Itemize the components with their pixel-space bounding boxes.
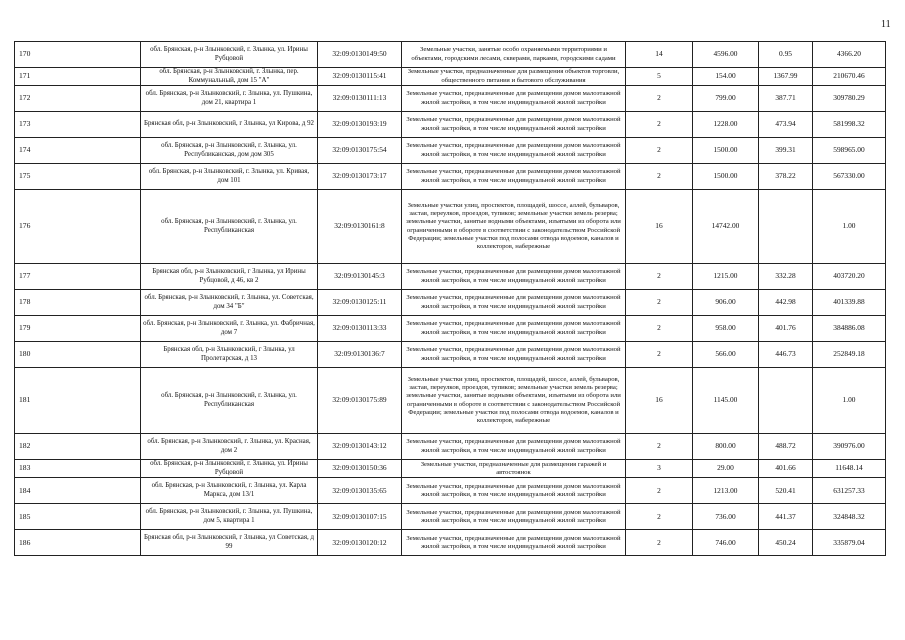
use-code-cell: 16 xyxy=(626,368,693,434)
specific-value-cell: 0.95 xyxy=(759,42,813,68)
cadastral-value-cell: 631257.33 xyxy=(813,478,886,504)
use-code-cell: 5 xyxy=(626,68,693,86)
specific-value-cell xyxy=(759,368,813,434)
cadastral-number-cell: 32:09:0130161:8 xyxy=(318,190,402,264)
specific-value-cell: 1367.99 xyxy=(759,68,813,86)
land-use-cell: Земельные участки, занятые особо охраняемыми территориями и объектами, городскими лесами, скверами, парками, городскими садами xyxy=(402,42,626,68)
address-cell: обл. Брянская, р-н Злынковский, г. Злынка, ул. Республиканская xyxy=(141,190,318,264)
row-number: 182 xyxy=(15,434,141,460)
use-code-cell: 2 xyxy=(626,530,693,556)
area-cell: 746.00 xyxy=(693,530,759,556)
table-row xyxy=(15,164,886,190)
land-use-cell: Земельные участки, предназначенные для размещения домов малоэтажной жилой застройки, в том числе индивидуальной жилой застройки xyxy=(402,164,626,190)
row-number: 179 xyxy=(15,316,141,342)
specific-value-cell: 488.72 xyxy=(759,434,813,460)
cadastral-value-cell: 4366.20 xyxy=(813,42,886,68)
use-code-cell: 2 xyxy=(626,138,693,164)
area-cell: 906.00 xyxy=(693,290,759,316)
area-cell: 1500.00 xyxy=(693,138,759,164)
area-cell: 736.00 xyxy=(693,504,759,530)
specific-value-cell: 446.73 xyxy=(759,342,813,368)
land-use-cell: Земельные участки, предназначенные для размещения домов малоэтажной жилой застройки, в том числе индивидуальной жилой застройки xyxy=(402,86,626,112)
table-row xyxy=(15,368,886,434)
land-use-cell: Земельные участки, предназначенные для размещения гаражей и автостоянок xyxy=(402,460,626,478)
use-code-cell: 2 xyxy=(626,290,693,316)
area-cell: 1213.00 xyxy=(693,478,759,504)
cadastral-number-cell: 32:09:0130107:15 xyxy=(318,504,402,530)
table-row xyxy=(15,342,886,368)
land-use-cell: Земельные участки, предназначенные для размещения домов малоэтажной жилой застройки, в том числе индивидуальной жилой застройки xyxy=(402,530,626,556)
cadastral-number-cell: 32:09:0130125:11 xyxy=(318,290,402,316)
land-use-cell: Земельные участки, предназначенные для размещения домов малоэтажной жилой застройки, в том числе индивидуальной жилой застройки xyxy=(402,290,626,316)
cadastral-number-cell: 32:09:0130120:12 xyxy=(318,530,402,556)
address-cell: обл. Брянская, р-н Злынковский, г. Злынка, ул. Советская, дом 34 "Б" xyxy=(141,290,318,316)
land-use-cell: Земельные участки, предназначенные для размещения домов малоэтажной жилой застройки, в том числе индивидуальной жилой застройки xyxy=(402,112,626,138)
use-code-cell: 2 xyxy=(626,342,693,368)
use-code-cell: 2 xyxy=(626,504,693,530)
specific-value-cell: 332.28 xyxy=(759,264,813,290)
specific-value-cell: 441.37 xyxy=(759,504,813,530)
use-code-cell: 2 xyxy=(626,112,693,138)
cadastral-number-cell: 32:09:0130150:36 xyxy=(318,460,402,478)
specific-value-cell: 450.24 xyxy=(759,530,813,556)
land-use-cell: Земельные участки, предназначенные для размещения домов малоэтажной жилой застройки, в том числе индивидуальной жилой застройки xyxy=(402,264,626,290)
specific-value-cell: 442.98 xyxy=(759,290,813,316)
address-cell: обл. Брянская, р-н Злынковский, г. Злынка, ул. Ирины Рубцовой xyxy=(141,42,318,68)
address-cell: обл. Брянская, р-н Злынковский, г. Злынка, ул. Красная, дом 2 xyxy=(141,434,318,460)
area-cell: 958.00 xyxy=(693,316,759,342)
use-code-cell: 16 xyxy=(626,190,693,264)
address-cell: Брянская обл, р-н Злынковский, г Злынка, ул Пролетарская, д 13 xyxy=(141,342,318,368)
area-cell: 1145.00 xyxy=(693,368,759,434)
use-code-cell: 2 xyxy=(626,164,693,190)
address-cell: обл. Брянская, р-н Злынковский, г. Злынка, пер. Коммунальный, дом 15 "А" xyxy=(141,68,318,86)
specific-value-cell xyxy=(759,190,813,264)
address-cell: обл. Брянская, р-н Злынковский, г. Злынка, ул. Фабричная, дом 7 xyxy=(141,316,318,342)
specific-value-cell: 378.22 xyxy=(759,164,813,190)
cadastral-value-cell: 598965.00 xyxy=(813,138,886,164)
row-number: 183 xyxy=(15,460,141,478)
cadastral-number-cell: 32:09:0130135:65 xyxy=(318,478,402,504)
address-cell: обл. Брянская, р-н Злынковский, г. Злынка, ул. Кривая, дом 101 xyxy=(141,164,318,190)
table-row xyxy=(15,504,886,530)
table-row xyxy=(15,68,886,86)
specific-value-cell: 401.66 xyxy=(759,460,813,478)
table-row xyxy=(15,316,886,342)
cadastral-value-cell: 1.00 xyxy=(813,190,886,264)
row-number: 186 xyxy=(15,530,141,556)
table-row xyxy=(15,434,886,460)
land-use-cell: Земельные участки, предназначенные для размещения домов малоэтажной жилой застройки, в том числе индивидуальной жилой застройки xyxy=(402,434,626,460)
table-row xyxy=(15,112,886,138)
cadastral-value-cell: 1.00 xyxy=(813,368,886,434)
address-cell: Брянская обл, р-н Злынковский, г Злынка, ул Советская, д 99 xyxy=(141,530,318,556)
table-row xyxy=(15,42,886,68)
area-cell: 14742.00 xyxy=(693,190,759,264)
cadastral-number-cell: 32:09:0130173:17 xyxy=(318,164,402,190)
address-cell: обл. Брянская, р-н Злынковский, г. Злынка, ул. Ирины Рубцовой xyxy=(141,460,318,478)
use-code-cell: 2 xyxy=(626,434,693,460)
table-row xyxy=(15,290,886,316)
row-number: 170 xyxy=(15,42,141,68)
specific-value-cell: 387.71 xyxy=(759,86,813,112)
row-number: 180 xyxy=(15,342,141,368)
address-cell: Брянская обл, р-н Злынковский, г Злынка, ул Кирова, д 92 xyxy=(141,112,318,138)
cadastral-value-cell: 335879.04 xyxy=(813,530,886,556)
address-cell: обл. Брянская, р-н Злынковский, г. Злынка, ул. Карла Маркса, дом 13/1 xyxy=(141,478,318,504)
use-code-cell: 2 xyxy=(626,264,693,290)
cadastral-number-cell: 32:09:0130111:13 xyxy=(318,86,402,112)
use-code-cell: 2 xyxy=(626,86,693,112)
cadastral-number-cell: 32:09:0130115:41 xyxy=(318,68,402,86)
page-number: 11 xyxy=(881,19,891,30)
land-use-cell: Земельные участки, предназначенные для размещения домов малоэтажной жилой застройки, в том числе индивидуальной жилой застройки xyxy=(402,316,626,342)
specific-value-cell: 473.94 xyxy=(759,112,813,138)
cadastral-value-cell: 210670.46 xyxy=(813,68,886,86)
address-cell: обл. Брянская, р-н Злынковский, г. Злынка, ул. Республиканская xyxy=(141,368,318,434)
row-number: 171 xyxy=(15,68,141,86)
land-valuation-table xyxy=(14,41,886,556)
row-number: 172 xyxy=(15,86,141,112)
row-number: 173 xyxy=(15,112,141,138)
cadastral-value-cell: 384886.08 xyxy=(813,316,886,342)
specific-value-cell: 399.31 xyxy=(759,138,813,164)
land-use-cell: Земельные участки улиц, проспектов, площадей, шоссе, аллей, бульваров, застав, переулков, проездов, тупиков; земельные участки земель резерва; земельные участки, занятые водными объектами, изъятыми из оборота или ограниченными в обороте в соответствии с законодательством Российской Федерации; земельные участки под полосами отвода водоемов, каналов и коллекторов, набережные xyxy=(402,368,626,434)
table-row xyxy=(15,138,886,164)
cadastral-number-cell: 32:09:0130149:50 xyxy=(318,42,402,68)
land-use-cell: Земельные участки улиц, проспектов, площадей, шоссе, аллей, бульваров, застав, переулков, проездов, тупиков; земельные участки земель резерва; земельные участки, занятые водными объектами, изъятыми из оборота или ограниченными в обороте в соответствии с законодательством Российской Федерации; земельные участки под полосами отвода водоемов, каналов и коллекторов, набережные xyxy=(402,190,626,264)
cadastral-value-cell: 403720.20 xyxy=(813,264,886,290)
table-row xyxy=(15,264,886,290)
cadastral-number-cell: 32:09:0130113:33 xyxy=(318,316,402,342)
cadastral-number-cell: 32:09:0130143:12 xyxy=(318,434,402,460)
cadastral-value-cell: 252849.18 xyxy=(813,342,886,368)
table-row xyxy=(15,460,886,478)
area-cell: 800.00 xyxy=(693,434,759,460)
table-body xyxy=(15,42,886,556)
cadastral-number-cell: 32:09:0130175:89 xyxy=(318,368,402,434)
address-cell: Брянская обл, р-н Злынковский, г Злынка, ул Ирины Рубцовой, д 46, кв 2 xyxy=(141,264,318,290)
specific-value-cell: 520.41 xyxy=(759,478,813,504)
address-cell: обл. Брянская, р-н Злынковский, г. Злынка, ул. Пушкина, дом 5, квартира 1 xyxy=(141,504,318,530)
row-number: 178 xyxy=(15,290,141,316)
address-cell: обл. Брянская, р-н Злынковский, г. Злынка, ул. Республиканская, дом дом 305 xyxy=(141,138,318,164)
cadastral-value-cell: 401339.88 xyxy=(813,290,886,316)
row-number: 174 xyxy=(15,138,141,164)
table-row xyxy=(15,190,886,264)
table-row xyxy=(15,530,886,556)
row-number: 177 xyxy=(15,264,141,290)
cadastral-number-cell: 32:09:0130193:19 xyxy=(318,112,402,138)
cadastral-value-cell: 567330.00 xyxy=(813,164,886,190)
area-cell: 1228.00 xyxy=(693,112,759,138)
area-cell: 1215.00 xyxy=(693,264,759,290)
cadastral-number-cell: 32:09:0130145:3 xyxy=(318,264,402,290)
area-cell: 566.00 xyxy=(693,342,759,368)
land-use-cell: Земельные участки, предназначенные для размещения домов малоэтажной жилой застройки, в том числе индивидуальной жилой застройки xyxy=(402,478,626,504)
cadastral-value-cell: 581998.32 xyxy=(813,112,886,138)
area-cell: 1500.00 xyxy=(693,164,759,190)
table-row xyxy=(15,478,886,504)
specific-value-cell: 401.76 xyxy=(759,316,813,342)
area-cell: 799.00 xyxy=(693,86,759,112)
use-code-cell: 3 xyxy=(626,460,693,478)
land-use-cell: Земельные участки, предназначенные для размещения домов малоэтажной жилой застройки, в том числе индивидуальной жилой застройки xyxy=(402,138,626,164)
area-cell: 4596.00 xyxy=(693,42,759,68)
land-use-cell: Земельные участки, предназначенные для размещения домов малоэтажной жилой застройки, в том числе индивидуальной жилой застройки xyxy=(402,504,626,530)
area-cell: 154.00 xyxy=(693,68,759,86)
area-cell: 29.00 xyxy=(693,460,759,478)
row-number: 181 xyxy=(15,368,141,434)
use-code-cell: 2 xyxy=(626,316,693,342)
row-number: 175 xyxy=(15,164,141,190)
cadastral-value-cell: 11648.14 xyxy=(813,460,886,478)
row-number: 176 xyxy=(15,190,141,264)
address-cell: обл. Брянская, р-н Злынковский, г. Злынка, ул. Пушкина, дом 21, квартира 1 xyxy=(141,86,318,112)
land-use-cell: Земельные участки, предназначенные для размещения домов малоэтажной жилой застройки, в том числе индивидуальной жилой застройки xyxy=(402,342,626,368)
cadastral-value-cell: 390976.00 xyxy=(813,434,886,460)
cadastral-number-cell: 32:09:0130136:7 xyxy=(318,342,402,368)
cadastral-value-cell: 309780.29 xyxy=(813,86,886,112)
land-use-cell: Земельные участки, предназначенные для размещения объектов торговли, общественного питания и бытового обслуживания xyxy=(402,68,626,86)
table-row xyxy=(15,86,886,112)
use-code-cell: 2 xyxy=(626,478,693,504)
cadastral-number-cell: 32:09:0130175:54 xyxy=(318,138,402,164)
cadastral-value-cell: 324848.32 xyxy=(813,504,886,530)
use-code-cell: 14 xyxy=(626,42,693,68)
row-number: 185 xyxy=(15,504,141,530)
row-number: 184 xyxy=(15,478,141,504)
